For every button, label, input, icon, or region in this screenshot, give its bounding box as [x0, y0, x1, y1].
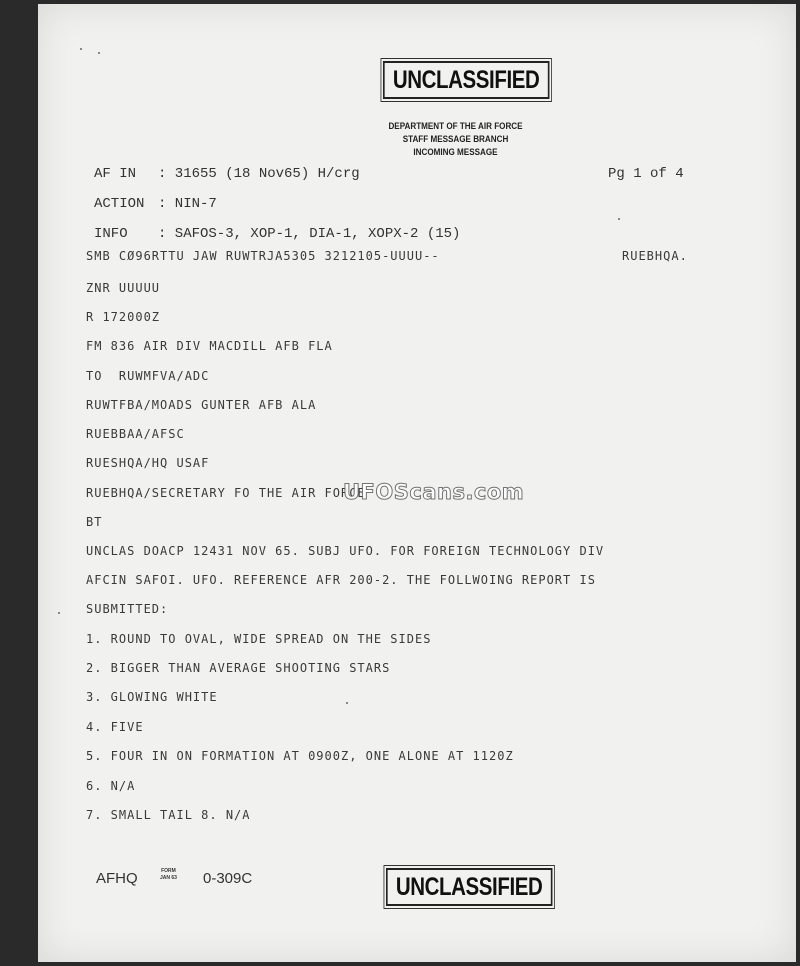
routing-right: RUEBHQA. — [622, 249, 688, 263]
message-line: 7. SMALL TAIL 8. N/A — [86, 808, 251, 822]
message-line: RUEBBAA/AFSC — [86, 427, 185, 441]
footer-org: AFHQ — [96, 870, 138, 887]
footer-form-number: 0-309C — [203, 870, 253, 887]
message-line: RUWTFBA/MOADS GUNTER AFB ALA — [86, 398, 317, 412]
action-label: ACTION — [94, 196, 145, 212]
message-line: FM 836 AIR DIV MACDILL AFB FLA — [86, 339, 333, 353]
info-label: INFO — [94, 226, 128, 242]
speck — [346, 702, 348, 704]
af-in-value: : 31655 (18 Nov65) H/crg — [158, 166, 360, 182]
department-line: STAFF MESSAGE BRANCH — [402, 134, 509, 144]
page-number: Pg 1 of 4 — [608, 166, 684, 182]
message-line: R 172000Z — [86, 310, 161, 324]
message-line: 2. BIGGER THAN AVERAGE SHOOTING STARS — [86, 661, 391, 675]
message-line: 5. FOUR IN ON FORMATION AT 0900Z, ONE ALONE AT 1120Z — [86, 749, 514, 763]
speck — [80, 48, 82, 50]
message-line: RUEBHQA/SECRETARY FO THE AIR FORCE — [86, 486, 366, 500]
department-line: DEPARTMENT OF THE AIR FORCE — [388, 121, 523, 131]
message-line: UNCLAS DOACP 12431 NOV 65. SUBJ UFO. FOR FOREIGN TECHNOLOGY DIV — [86, 544, 605, 558]
speck — [98, 52, 100, 54]
message-page — [38, 4, 796, 962]
message-line: AFCIN SAFOI. UFO. REFERENCE AFR 200-2. THE FOLLWOING REPORT IS — [86, 573, 596, 587]
watermark: UFOScans.com — [343, 480, 525, 504]
message-line: RUESHQA/HQ USAF — [86, 456, 210, 470]
message-line: TO RUWMFVA/ADC — [86, 369, 210, 383]
department-line: INCOMING MESSAGE — [413, 147, 498, 157]
message-line: BT — [86, 515, 103, 529]
af-in-label: AF IN — [94, 166, 137, 182]
speck — [618, 218, 620, 220]
routing-line: SMB CØ96RTTU JAW RUWTRJA5305 3212105-UUUU-- — [86, 249, 440, 263]
message-line: 6. N/A — [86, 779, 136, 793]
footer-form-bottom: JAN 63 — [160, 875, 177, 881]
message-line: 4. FIVE — [86, 720, 144, 734]
info-value: : SAFOS-3, XOP-1, DIA-1, XOPX-2 (15) — [158, 226, 461, 242]
footer-form-top: FORM — [161, 868, 176, 874]
message-line: SUBMITTED: — [86, 602, 169, 616]
speck — [58, 612, 60, 614]
message-line: 1. ROUND TO OVAL, WIDE SPREAD ON THE SIDES — [86, 632, 432, 646]
footer-form-label — [160, 868, 177, 882]
message-line: 3. GLOWING WHITE — [86, 690, 218, 704]
message-line: ZNR UUUUU — [86, 281, 161, 295]
action-value: : NIN-7 — [158, 196, 217, 212]
classification-stamp-top: UNCLASSIFIED — [383, 61, 549, 99]
classification-stamp-bottom: UNCLASSIFIED — [386, 868, 552, 906]
department-header — [338, 120, 573, 159]
